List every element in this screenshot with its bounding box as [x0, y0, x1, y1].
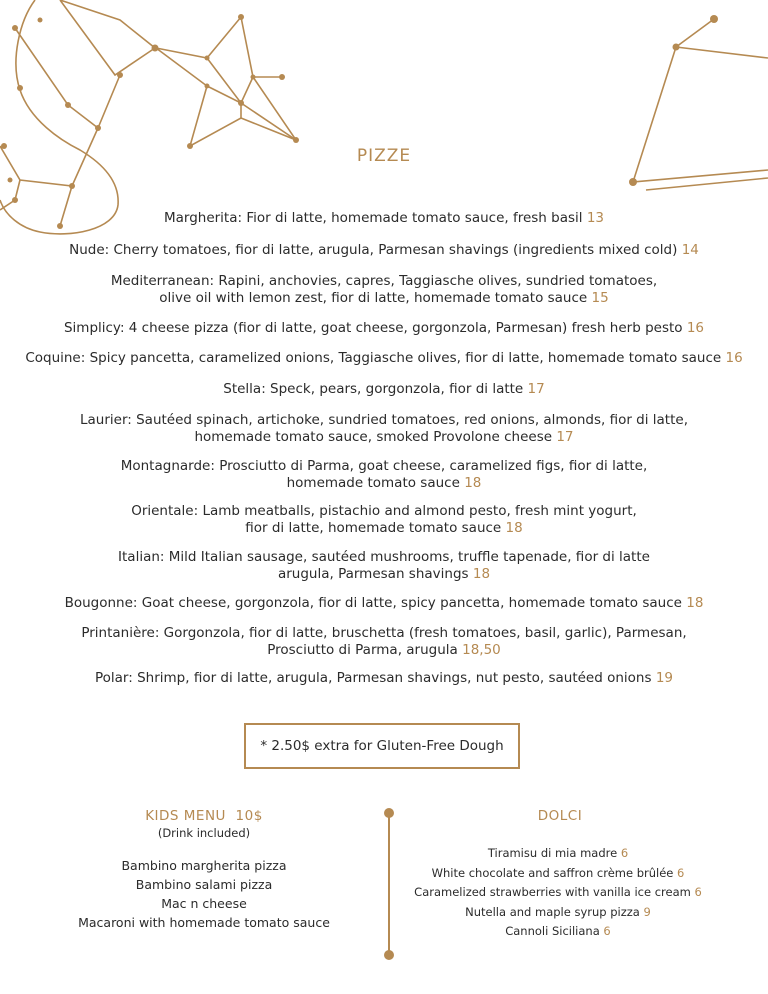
pizza-description: Cherry tomatoes, fior di latte, arugula, Parmesan shavings (ingredients mixed cold) — [113, 242, 678, 258]
dolci-item-price: 6 — [694, 885, 702, 899]
pizza-description: Rapini, anchovies, capres, Taggiasche olives, sundried tomatoes, — [218, 273, 658, 289]
pizza-name: Coquine: — [25, 350, 86, 366]
pizza-name: Stella: — [223, 381, 266, 397]
dolci-item-price: 6 — [603, 924, 611, 938]
pizza-description-line2: homemade tomato sauce — [286, 474, 460, 491]
pizza-item-montagnarde — [0, 458, 768, 491]
pizza-item-orientale — [0, 503, 768, 536]
pizza-price: 15 — [591, 289, 609, 306]
pizza-name: Nude: — [69, 242, 110, 258]
dolci-item — [400, 883, 716, 903]
pizza-description: Goat cheese, gorgonzola, fior di latte, spicy pancetta, homemade tomato sauce — [141, 595, 682, 611]
pizza-price: 18 — [505, 519, 523, 536]
pizza-price: 13 — [586, 210, 605, 226]
pizza-name: Printanière: — [81, 625, 160, 641]
pizza-description: Sautéed spinach, artichoke, sundried tomatoes, red onions, almonds, fior di latte, — [136, 412, 688, 428]
dolci-item — [400, 844, 716, 864]
pizza-name: Laurier: — [79, 412, 132, 428]
pizza-item-laurier — [0, 412, 768, 445]
dolci-item — [400, 864, 716, 884]
pizza-name: Margherita: — [163, 210, 243, 226]
pizza-item-bougonne — [0, 595, 768, 612]
pizza-item-nude — [0, 242, 768, 259]
dolci-item-price: 9 — [643, 904, 651, 919]
pizza-name: Orientale: — [131, 503, 199, 519]
pizza-price: 18 — [686, 595, 704, 611]
pizza-name: Polar: — [94, 670, 133, 686]
kids-menu-subtitle: (Drink included) — [157, 826, 251, 840]
pizza-description: Lamb meatballs, pistachio and almond pesto, fresh mint yogurt, — [202, 503, 637, 519]
pizza-item-margherita — [0, 210, 768, 227]
gluten-free-notice — [244, 723, 520, 769]
gluten-free-notice-text: * 2.50$ extra for Gluten-Free Dough — [260, 738, 504, 754]
pizza-price: 16 — [725, 350, 743, 366]
dolci-item-name: Tiramisu di mia madre — [487, 846, 618, 860]
dolci-item-name: Caramelized strawberries with vanilla ice cream — [414, 885, 691, 899]
pizza-description-line2: olive oil with lemon zest, fior di latte, homemade tomato sauce — [159, 289, 588, 306]
pizza-price: 18,50 — [462, 641, 501, 658]
pizza-price: 18 — [464, 474, 482, 491]
pizza-description: Fior di latte, homemade tomato sauce, fresh basil — [246, 210, 583, 226]
pizza-name: Bougonne: — [64, 595, 138, 611]
pizza-price: 19 — [655, 670, 673, 686]
pizza-item-italian — [0, 549, 768, 582]
pizza-item-printaniere — [0, 625, 768, 658]
dolci-item-price: 6 — [677, 865, 685, 880]
pizza-description: Spicy pancetta, caramelized onions, Taggiasche olives, fior di latte, homemade tomato sauce — [89, 350, 722, 366]
pizza-price: 17 — [556, 428, 574, 445]
dolci-item — [400, 922, 716, 942]
pizza-name: Simplicy: — [63, 320, 125, 336]
pizza-description-line2: arugula, Parmesan shavings — [277, 565, 469, 582]
pizza-name: Italian: — [118, 549, 165, 565]
kids-menu-item: Bambino salami pizza — [135, 877, 273, 892]
pizza-description: Mild Italian sausage, sautéed mushrooms, truffle tapenade, fior di latte — [168, 549, 650, 565]
kids-menu-list — [60, 856, 348, 932]
section-title-pizze: PIZZE — [356, 146, 412, 166]
pizza-item-polar — [0, 670, 768, 687]
pizza-description: Prosciutto di Parma, goat cheese, caramelized figs, fior di latte, — [219, 458, 648, 474]
pizza-item-stella — [0, 381, 768, 398]
pizza-description: Shrimp, fior di latte, arugula, Parmesan shavings, nut pesto, sautéed onions — [137, 670, 652, 686]
kids-menu-item: Mac n cheese — [161, 896, 247, 911]
kids-menu-item: Bambino margherita pizza — [121, 858, 287, 873]
dolci-item-name: Nutella and maple syrup pizza — [465, 904, 640, 919]
pizza-item-simplicy — [0, 320, 768, 337]
pizza-item-coquine — [0, 350, 768, 367]
kids-menu-title: KIDS MENU 10$ — [145, 808, 263, 824]
pizza-description: 4 cheese pizza (fior di latte, goat cheese, gorgonzola, Parmesan) fresh herb pesto — [128, 320, 683, 336]
pizza-description-line2: homemade tomato sauce, smoked Provolone cheese — [194, 428, 553, 445]
pizza-item-mediterranean — [0, 273, 768, 306]
pizza-description-line2: fior di latte, homemade tomato sauce — [245, 519, 502, 536]
pizza-description: Gorgonzola, fior di latte, bruschetta (fresh tomatoes, basil, garlic), Parmesan, — [163, 625, 687, 641]
dolci-item-price: 6 — [620, 846, 629, 860]
pizza-price: 14 — [681, 242, 699, 258]
pizza-price: 17 — [527, 381, 545, 397]
dolci-title: DOLCI — [537, 808, 583, 824]
pizza-description-line2: Prosciutto di Parma, arugula — [267, 641, 458, 658]
dolci-list — [400, 844, 716, 942]
pizza-description: Speck, pears, gorgonzola, fior di latte — [270, 381, 524, 397]
pizza-price: 18 — [472, 565, 491, 582]
dolci-item-name: Cannoli Siciliana — [505, 924, 600, 938]
kids-menu-item: Macaroni with homemade tomato sauce — [78, 915, 330, 930]
pizza-price: 16 — [686, 320, 705, 336]
dolci-item-name: White chocolate and saffron crème brûlée — [431, 865, 674, 880]
dolci-item — [400, 903, 716, 923]
pizza-name: Montagnarde: — [120, 458, 215, 474]
pizza-name: Mediterranean: — [110, 273, 215, 289]
